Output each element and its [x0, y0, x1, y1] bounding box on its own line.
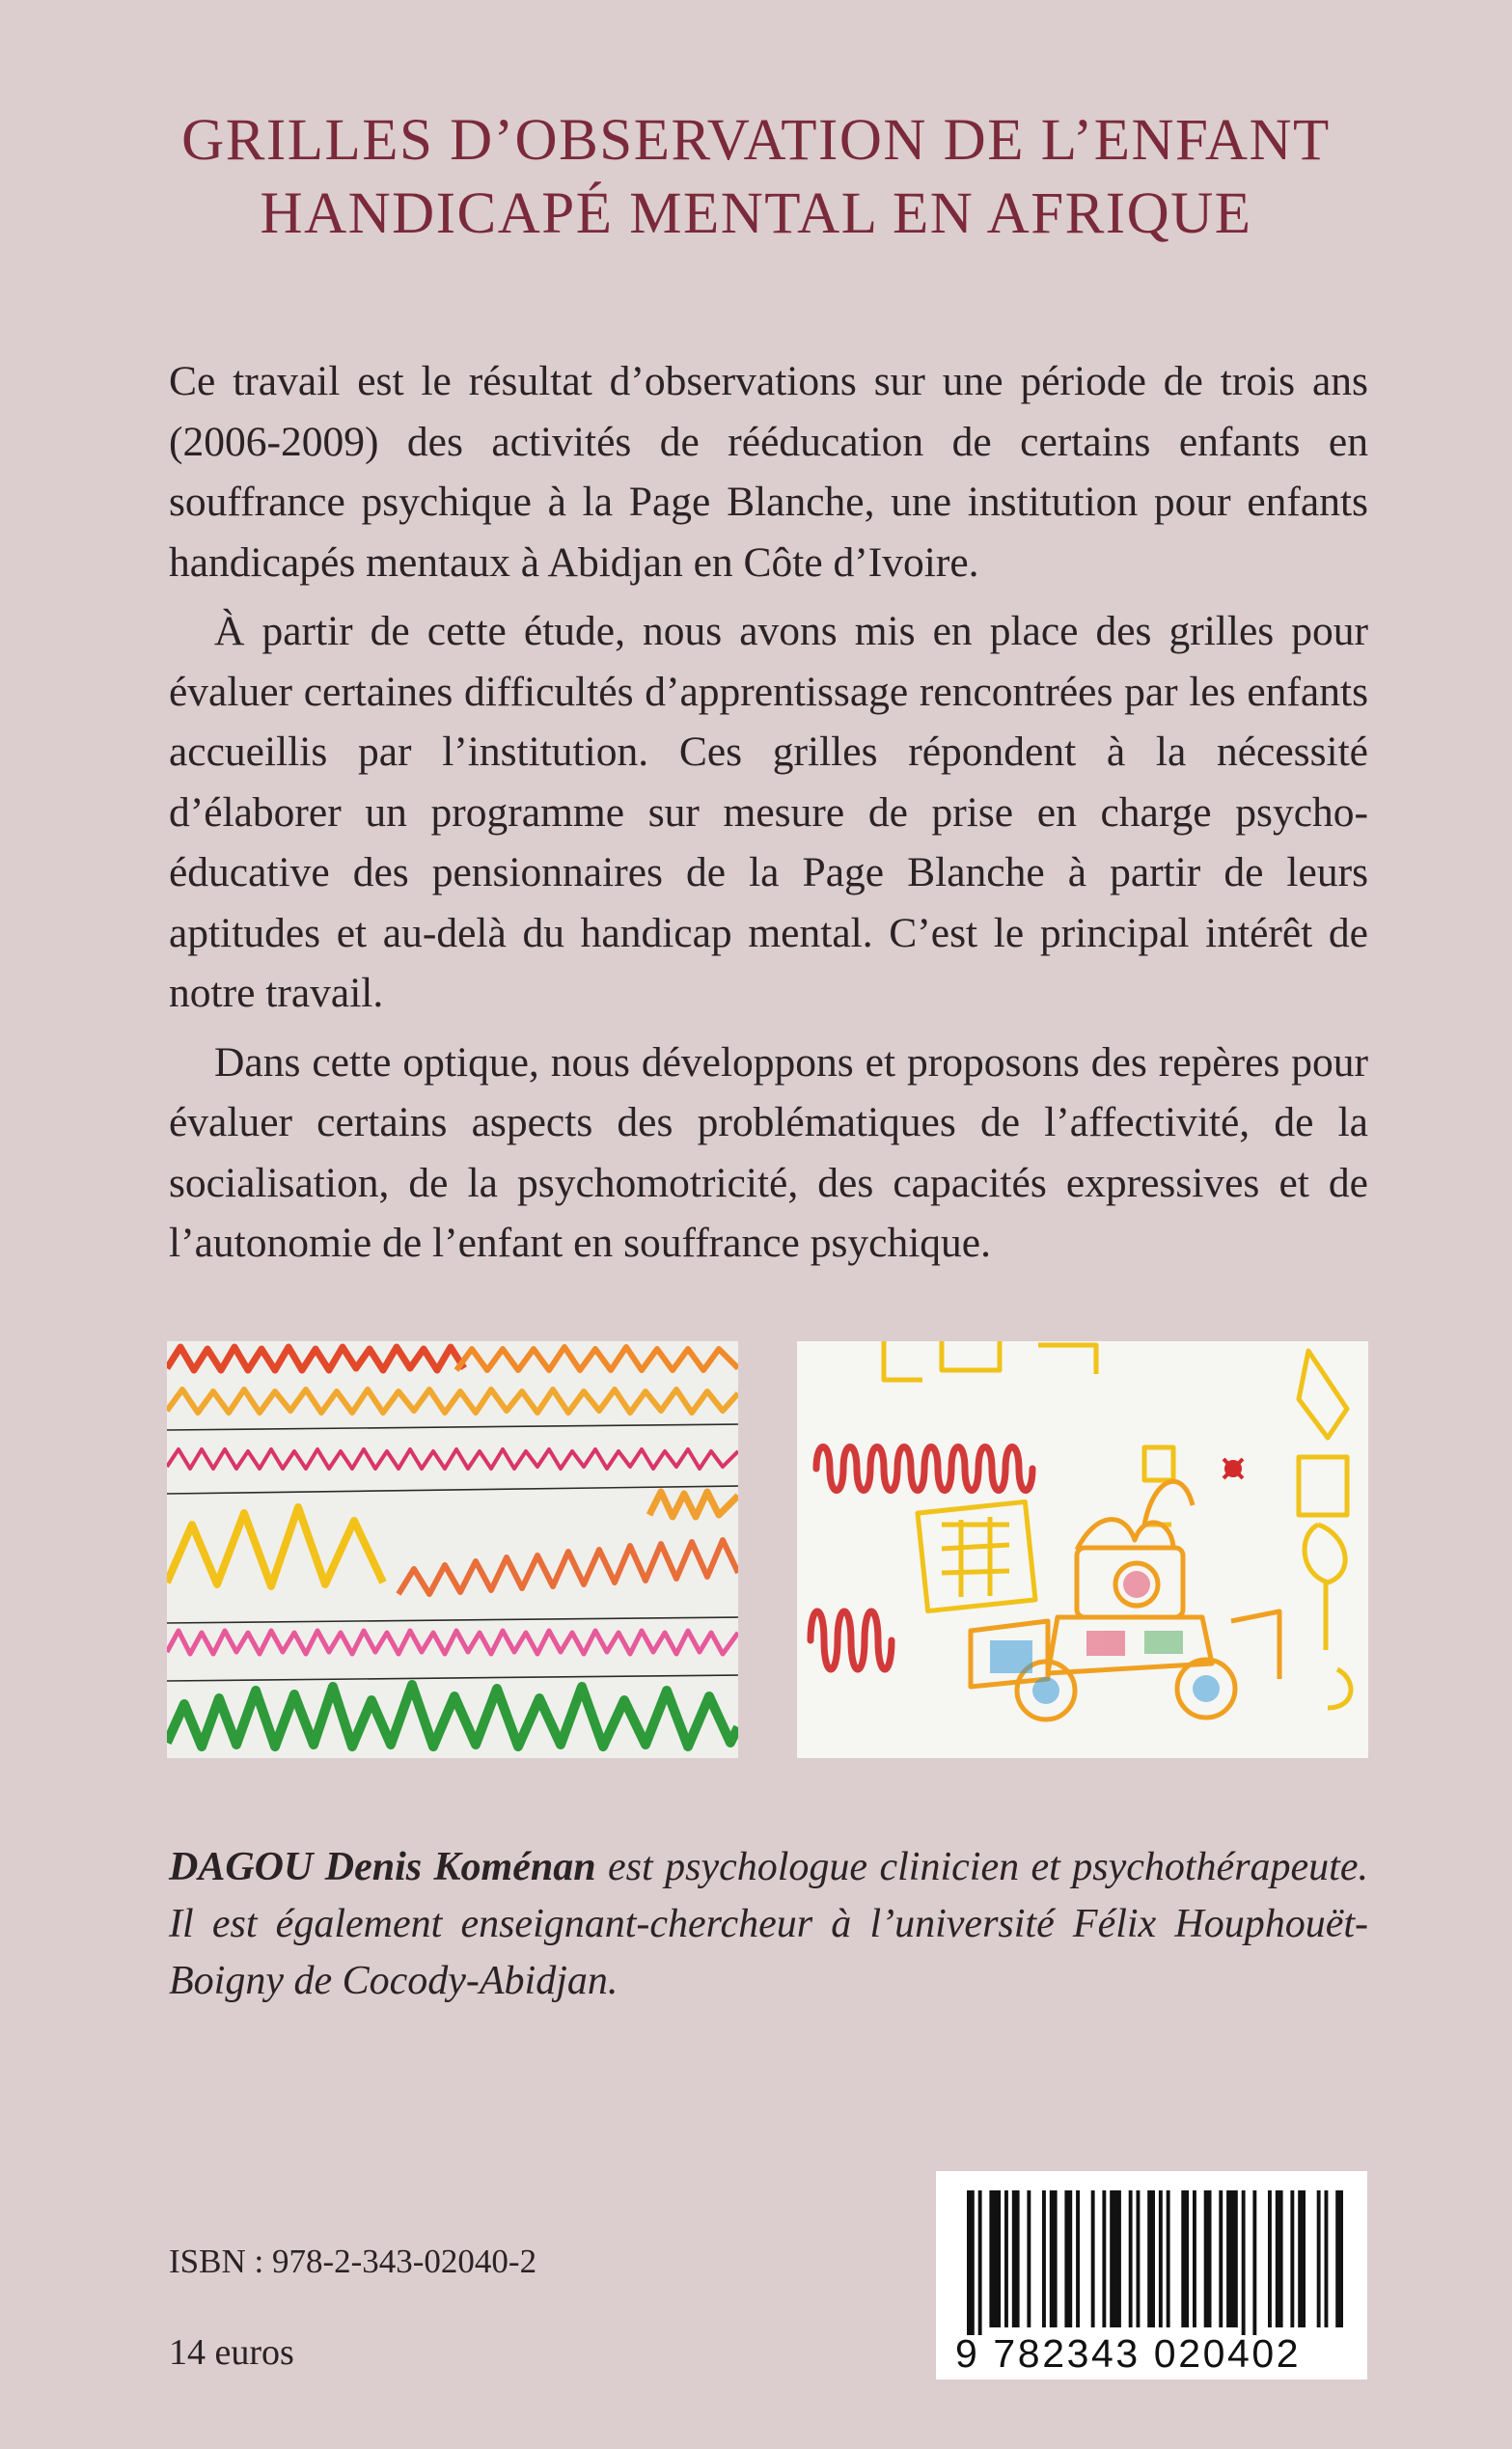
- barcode-bar: [1064, 2190, 1072, 2327]
- barcode-bar: [1252, 2190, 1256, 2335]
- isbn-number: ISBN : 978-2-343-02040-2: [169, 2243, 537, 2280]
- summary-paragraph-2: À partir de cette étude, nous avons mis en place des grilles pour évaluer certaines difficultés d’apprentissage rencontrées par les enfants accueillis par l’institution. Ces grilles répondent à la nécessité d’élaborer un programme sur mesure de prise en charge psycho-éducative des pensionnaires de la Page Blanche à partir de leurs aptitudes et au-delà du handicap mental. C’est le principal intérêt de notre travail.: [169, 608, 1368, 1016]
- barcode-bar: [1204, 2190, 1212, 2327]
- author-bio: [169, 1839, 1368, 2010]
- barcode-bar: [1226, 2190, 1238, 2327]
- barcode-bar: [1012, 2190, 1020, 2327]
- title-line-2: HANDICAPÉ MENTAL EN AFRIQUE: [260, 181, 1252, 246]
- barcode-bar: [1242, 2190, 1246, 2335]
- barcode-bar: [1147, 2190, 1155, 2327]
- summary-text: [169, 351, 1368, 1282]
- barcode-bar: [1076, 2190, 1080, 2327]
- book-title: [96, 104, 1416, 251]
- barcode-digits: 9 782343 020402: [955, 2331, 1302, 2376]
- barcode-bar: [1129, 2190, 1133, 2327]
- title-line-1: GRILLES D’OBSERVATION DE L’ENFANT: [181, 108, 1331, 173]
- zigzag-drawings-photo: [167, 1341, 738, 1758]
- barcode-bar: [1290, 2190, 1294, 2327]
- summary-paragraph-3: Dans cette optique, nous développons et proposons des repères pour évaluer certains aspects des problématiques de l’affectivité, de la socialisation, de la psychomotricité, des capacités expressives et de l’autonomie de l’enfant en souffrance psychique.: [169, 1038, 1368, 1266]
- author-name: DAGOU Denis Koménan: [169, 1845, 596, 1889]
- barcode-bar: [1193, 2190, 1196, 2327]
- barcode-bar: [1137, 2190, 1141, 2327]
- barcode-bar: [1167, 2190, 1170, 2327]
- barcode-bar: [989, 2190, 1001, 2327]
- summary-paragraph-1: Ce travail est le résultat d’observations sur une période de trois ans (2006-2009) des activités de rééducation de certains enfants en souffrance psychique à la Page Blanche, une institution pour enfants handicapés mentaux à Abidjan en Côte d’Ivoire.: [169, 358, 1368, 586]
- barcode-bar: [967, 2190, 975, 2335]
- barcode-bar: [1042, 2190, 1046, 2327]
- barcode-bar: [1004, 2190, 1008, 2327]
- child-drawing-illustration: [797, 1341, 1368, 1758]
- barcode: [936, 2171, 1367, 2380]
- barcode-bar: [1102, 2190, 1106, 2327]
- barcode-bar: [1159, 2190, 1163, 2327]
- author-description: est psychologue clinicien et psychothérapeute. Il est également enseignant-chercheur à l’université Félix Houphouët-Boigny de Cocody-Abidjan.: [169, 1845, 1368, 2003]
- zigzag-drawings-illustration: [167, 1341, 738, 1758]
- barcode-bar: [1317, 2190, 1321, 2327]
- child-drawing-photo: [797, 1341, 1368, 1758]
- barcode-bar: [1298, 2190, 1306, 2327]
- price: 14 euros: [169, 2332, 294, 2373]
- barcode-bar: [1325, 2190, 1329, 2327]
- barcode-bar: [1268, 2190, 1272, 2327]
- barcode-bar: [1335, 2190, 1343, 2327]
- barcode-bar: [1110, 2190, 1121, 2327]
- barcode-bar: [1091, 2190, 1095, 2327]
- barcode-bar: [1219, 2190, 1223, 2327]
- barcode-bar: [1181, 2190, 1189, 2327]
- barcode-bar: [978, 2190, 982, 2335]
- barcode-bar: [1050, 2190, 1058, 2327]
- barcode-bar: [1027, 2190, 1031, 2327]
- barcode-bar: [1276, 2190, 1283, 2327]
